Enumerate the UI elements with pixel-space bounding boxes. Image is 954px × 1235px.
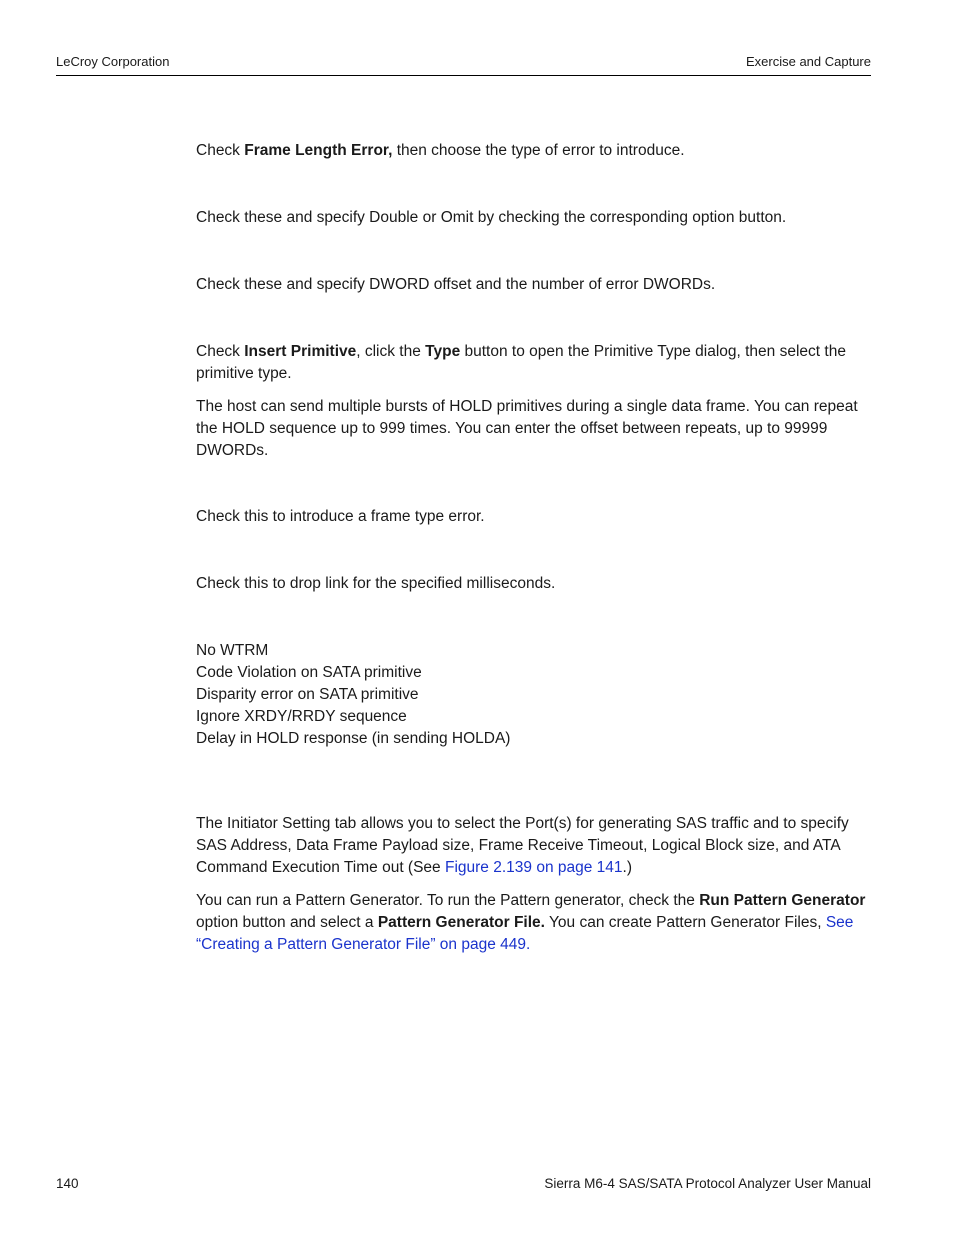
- dword-offset-paragraph: Check these and specify DWORD offset and the number of error DWORDs.: [196, 276, 716, 293]
- creating-pattern-generator-file-link[interactable]: See “Creating a Pattern Generator File” on page 449.: [196, 914, 854, 953]
- sata-options-list: [196, 640, 510, 750]
- p4-middle: , click the: [356, 343, 426, 360]
- p4-bold-type: Type: [425, 343, 461, 360]
- list-item: Ignore XRDY/RRDY sequence: [196, 708, 407, 725]
- initiator-setting-paragraph: [196, 813, 876, 879]
- p4-suffix: button to open the Primitive Type dialog, then select the primitive type.: [196, 343, 846, 382]
- p9-bold-run-pattern-generator: Run Pattern Generator: [699, 892, 866, 909]
- p8-text: The Initiator Setting tab allows you to select the Port(s) for generating SAS traffic and to specify SAS Address, Data Frame Payload size, Frame Receive Timeout, Logical Block size, and ATA Command Execution Time out (See: [196, 815, 849, 876]
- page-header: [56, 53, 871, 76]
- header-company: LeCroy Corporation: [56, 54, 170, 69]
- p9-bold-pattern-generator-file: Pattern Generator File.: [377, 914, 545, 931]
- pattern-generator-paragraph: [196, 890, 876, 956]
- frame-length-error-paragraph: [196, 140, 876, 162]
- p9-prefix: You can run a Pattern Generator. To run the Pattern generator, check the: [196, 892, 700, 909]
- p9-middle: option button and select a: [196, 914, 378, 931]
- p1-prefix: Check: [196, 142, 245, 159]
- insert-primitive-paragraph: [196, 341, 876, 385]
- page-number: 140: [56, 1176, 79, 1191]
- list-item: Code Violation on SATA primitive: [196, 664, 422, 681]
- p1-bold: Frame Length Error,: [244, 142, 393, 159]
- p8-suffix: .): [622, 859, 632, 876]
- list-item: Disparity error on SATA primitive: [196, 686, 419, 703]
- p9-suffix: You can create Pattern Generator Files,: [544, 914, 826, 931]
- hold-bursts-paragraph: The host can send multiple bursts of HOLD primitives during a single data frame. You can repeat the HOLD sequence up to 999 times. You can enter the offset between repeats, up to 99999 DWORDs.: [196, 398, 858, 459]
- header-section-title: Exercise and Capture: [745, 54, 871, 69]
- manual-title: Sierra M6-4 SAS/SATA Protocol Analyzer User Manual: [544, 1176, 871, 1191]
- page-footer: [56, 1176, 871, 1198]
- double-omit-paragraph: Check these and specify Double or Omit by checking the corresponding option button.: [196, 209, 787, 226]
- frame-type-error-paragraph: Check this to introduce a frame type error.: [196, 508, 485, 525]
- list-item: No WTRM: [196, 642, 269, 659]
- p4-prefix: Check: [196, 343, 245, 360]
- drop-link-paragraph: Check this to drop link for the specified milliseconds.: [196, 575, 556, 592]
- figure-2-139-link[interactable]: Figure 2.139 on page 141: [444, 859, 623, 876]
- p4-bold-insert-primitive: Insert Primitive: [244, 343, 357, 360]
- list-item: Delay in HOLD response (in sending HOLDA): [196, 730, 511, 747]
- p1-suffix: then choose the type of error to introduce.: [392, 142, 685, 159]
